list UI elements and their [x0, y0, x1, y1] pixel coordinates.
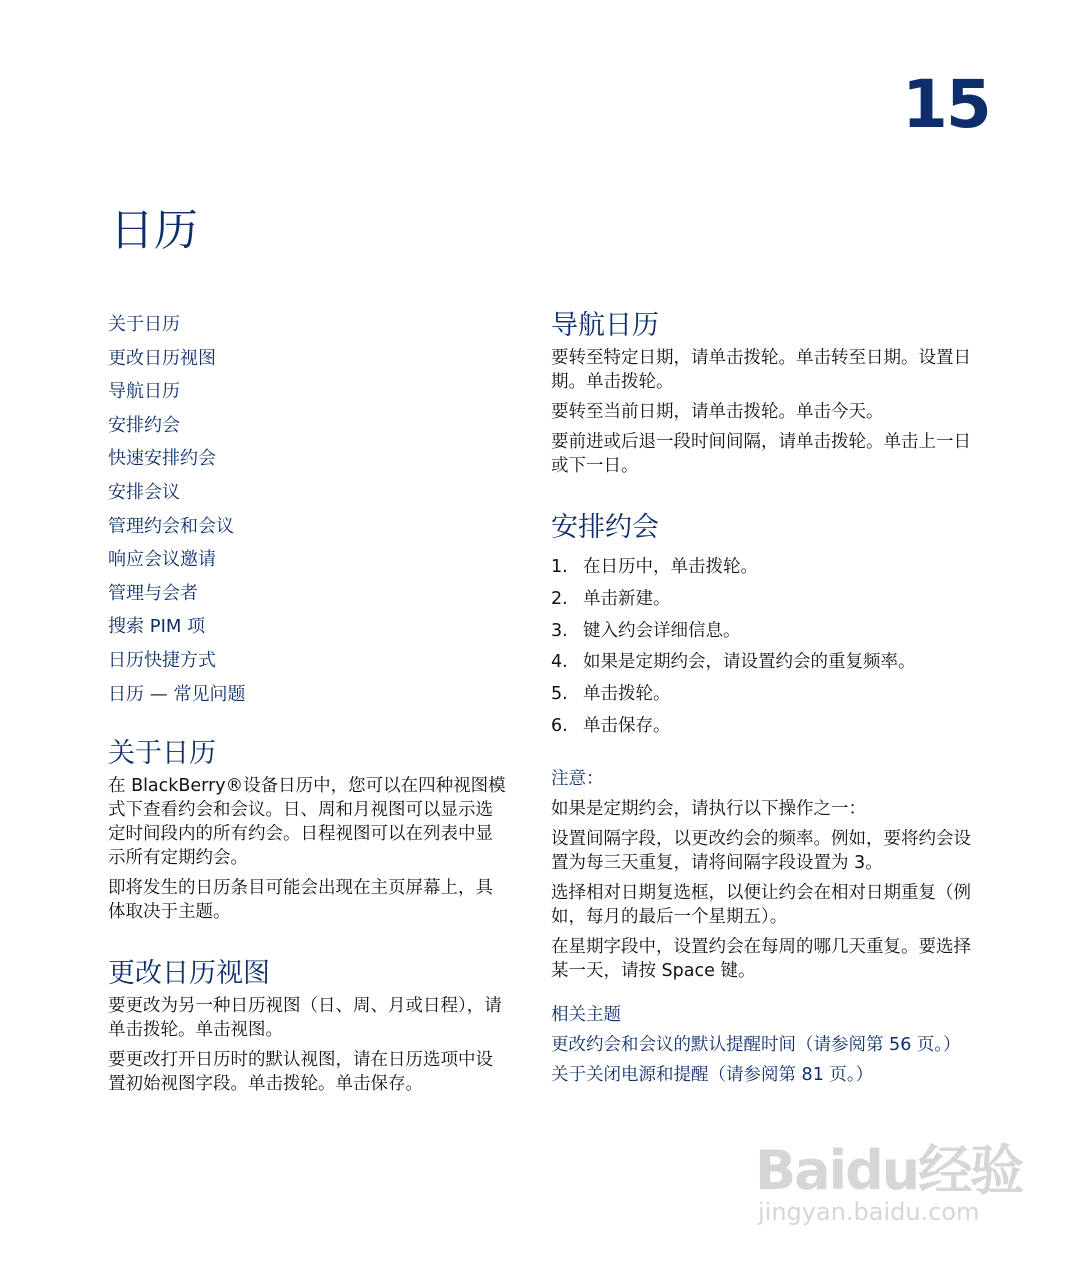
note-item: 选择相对日期复选框，以便让约会在相对日期重复（例如，每月的最后一个星期五）。: [551, 882, 971, 927]
chapter-number: 15: [902, 66, 990, 143]
toc-link[interactable]: 安排会议: [108, 481, 180, 503]
left-column: [108, 734, 508, 1096]
toc-link[interactable]: 日历 — 常见问题: [108, 683, 246, 705]
right-column: [551, 306, 971, 1087]
table-of-contents: [108, 308, 245, 711]
paragraph: 要前进或后退一段时间间隔，请单击拨轮。单击上一日或下一日。: [551, 432, 971, 476]
list-item: 2. 单击新建。: [551, 588, 671, 609]
chapter-title: 日历: [110, 205, 198, 256]
toc-link[interactable]: 关于日历: [108, 314, 180, 335]
paragraph: 要转至特定日期，请单击拨轮。单击转至日期。设置日期。单击拨轮。: [551, 348, 971, 392]
note-intro: 如果是定期约会，请执行以下操作之一：: [551, 798, 866, 819]
toc-link[interactable]: 搜索 PIM 项: [108, 616, 206, 638]
section-heading: 安排约会: [551, 512, 659, 543]
baidu-watermark: [755, 1128, 1055, 1238]
toc-link[interactable]: 更改日历视图: [108, 347, 216, 369]
toc-link[interactable]: 管理与会者: [108, 582, 198, 604]
paragraph: 要转至当前日期，请单击拨轮。单击今天。: [551, 402, 884, 422]
toc-link[interactable]: 响应会议邀请: [108, 549, 216, 571]
list-item: 4. 如果是定期约会，请设置约会的重复频率。: [551, 652, 916, 673]
note-item: 在星期字段中，设置约会在每周的哪几天重复。要选择某一天，请按 Space 键。: [551, 936, 971, 981]
schedule-section: [551, 508, 971, 1087]
paragraph: 在 BlackBerry®设备日历中，您可以在四种视图模式下查看约会和会议。日、周和月视图可以显示选定时间段内的所有约会。日程视图可以在列表中显示所有定期约会。: [108, 776, 506, 868]
toc-link[interactable]: 快速安排约会: [108, 448, 216, 470]
about-section: [108, 734, 508, 924]
steps-list: [551, 552, 971, 743]
related-link[interactable]: 关于关闭电源和提醒（请参阅第 81 页。）: [551, 1064, 874, 1085]
paragraph: 要更改打开日历时的默认视图，请在日历选项中设置初始视图字段。单击拨轮。单击保存。: [108, 1050, 493, 1094]
paragraph: 要更改为另一种日历视图（日、周、月或日程），请单击拨轮。单击视图。: [108, 996, 502, 1040]
section-heading: 关于日历: [108, 738, 216, 769]
paragraph: 即将发生的日历条目可能会出现在主页屏幕上，具体取决于主题。: [108, 878, 493, 922]
watermark-logo: Baidu经验: [755, 1139, 1023, 1202]
toc-link[interactable]: 安排约会: [108, 414, 180, 436]
note-label: 注意：: [551, 768, 604, 789]
section-heading: 导航日历: [551, 310, 659, 341]
toc-link[interactable]: 导航日历: [108, 381, 180, 403]
toc-link[interactable]: 管理约会和会议: [108, 515, 234, 537]
list-item: 3. 键入约会详细信息。: [551, 620, 741, 641]
section-heading: 更改日历视图: [108, 958, 270, 989]
list-item: 6. 单击保存。: [551, 715, 671, 736]
note-item: 设置间隔字段，以更改约会的频率。例如，要将约会设置为每三天重复，请将间隔字段设置为 3。: [551, 828, 971, 873]
change-view-section: [108, 954, 508, 1096]
navigate-section: [551, 306, 971, 478]
list-item: 1. 在日历中，单击拨轮。: [551, 557, 758, 577]
list-item: 5. 单击拨轮。: [551, 684, 671, 705]
toc-link[interactable]: 日历快捷方式: [108, 649, 216, 671]
related-link[interactable]: 更改约会和会议的默认提醒时间（请参阅第 56 页。）: [551, 1034, 961, 1055]
related-topics-label: 相关主题: [551, 1004, 621, 1025]
watermark-url: jingyan.baidu.com: [758, 1198, 980, 1226]
